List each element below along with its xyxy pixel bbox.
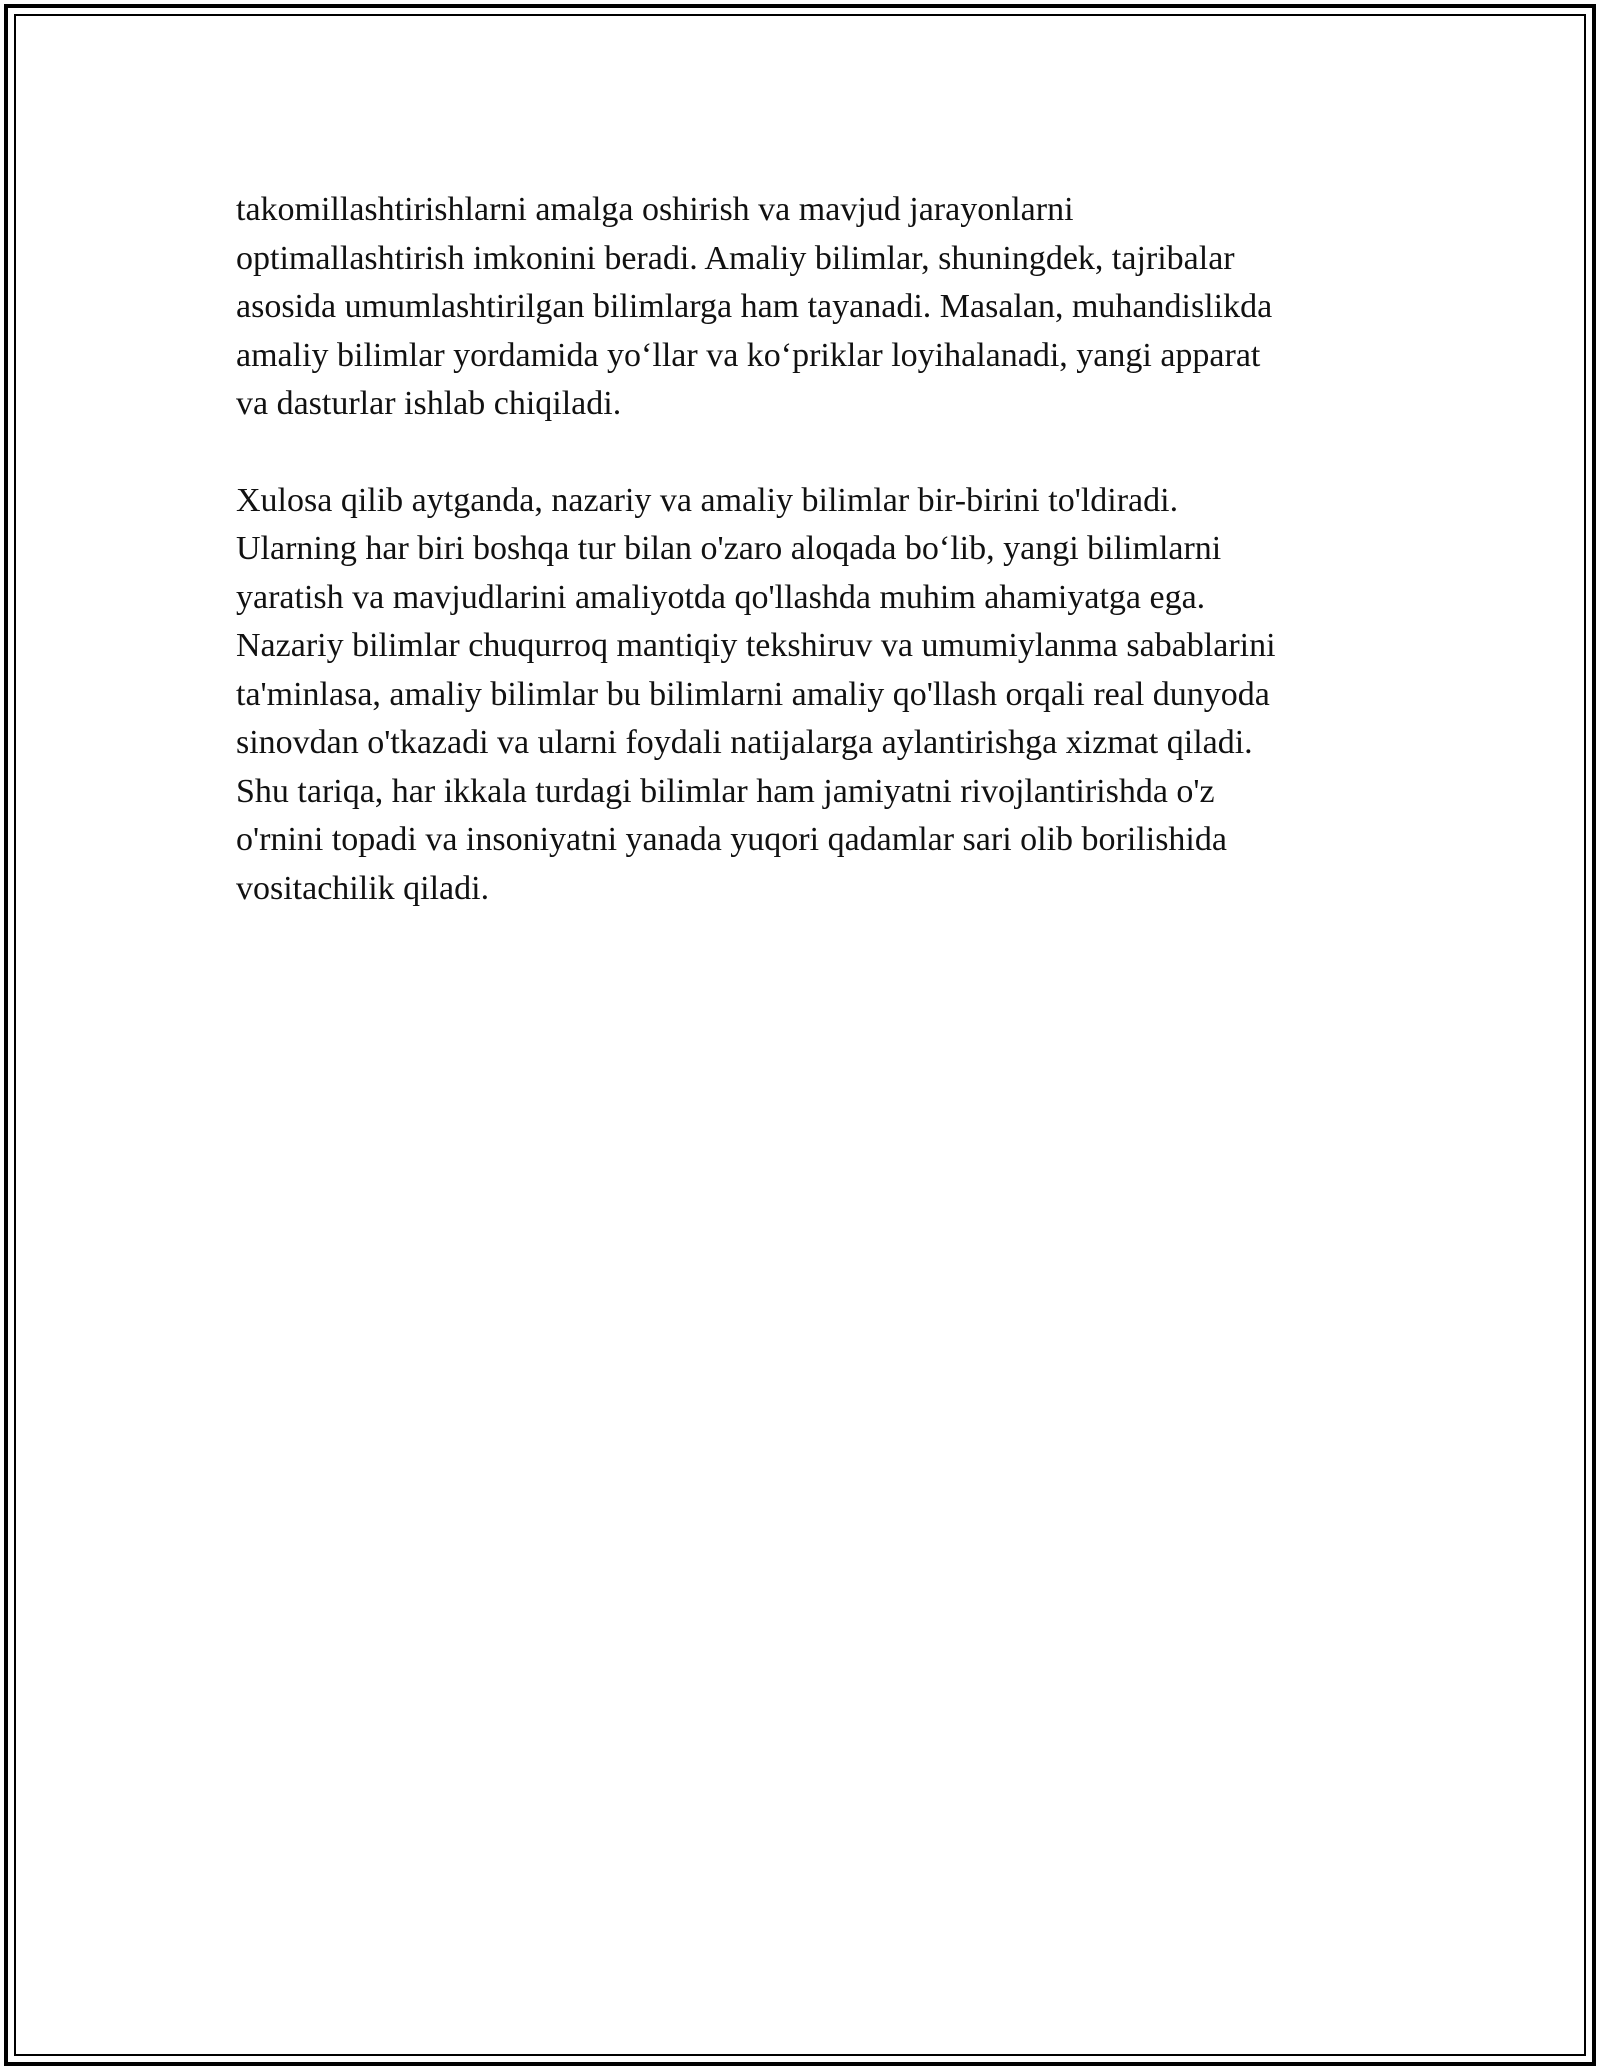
text-line: Xulosa qilib aytganda, nazariy va amaliy bilimlar bir-birini to'ldiradi. <box>236 481 1179 519</box>
text-line: Ularning har biri boshqa tur bilan o'zaro aloqada bo‘lib, yangi bilimlarni <box>236 530 1222 567</box>
text-line: Shu tariqa, har ikkala turdagi bilimlar ham jamiyatni rivojlantirishda o'z <box>236 772 1215 810</box>
text-line: yaratish va mavjudlarini amaliyotda qo'llashda muhim ahamiyatga ega. <box>236 578 1206 616</box>
paragraph-1 <box>236 186 1376 429</box>
text-line: vositachilik qiladi. <box>236 869 490 907</box>
text-line: optimallashtirish imkonini beradi. Amaliy bilimlar, shuningdek, tajribalar <box>236 239 1235 277</box>
text-line: o'rnini topadi va insoniyatni yanada yuqori qadamlar sari olib borilishida <box>236 821 1227 858</box>
text-line: va dasturlar ishlab chiqiladi. <box>236 385 622 422</box>
text-line: Nazariy bilimlar chuqurroq mantiqiy tekshiruv va umumiylanma sabablarini <box>236 627 1276 664</box>
text-line: takomillashtirishlarni amalga oshirish va mavjud jarayonlarni <box>236 191 1074 228</box>
paragraph-2 <box>236 477 1376 914</box>
text-line: ta'minlasa, amaliy bilimlar bu bilimlarni amaliy qo'llash orqali real dunyoda <box>236 675 1270 713</box>
document-body <box>236 186 1376 961</box>
text-line: amaliy bilimlar yordamida yo‘llar va ko‘priklar loyihalanadi, yangi apparat <box>236 336 1261 374</box>
text-line: asosida umumlashtirilgan bilimlarga ham tayanadi. Masalan, muhandislikda <box>236 288 1273 325</box>
text-line: sinovdan o'tkazadi va ularni foydali natijalarga aylantirishga xizmat qiladi. <box>236 724 1253 761</box>
